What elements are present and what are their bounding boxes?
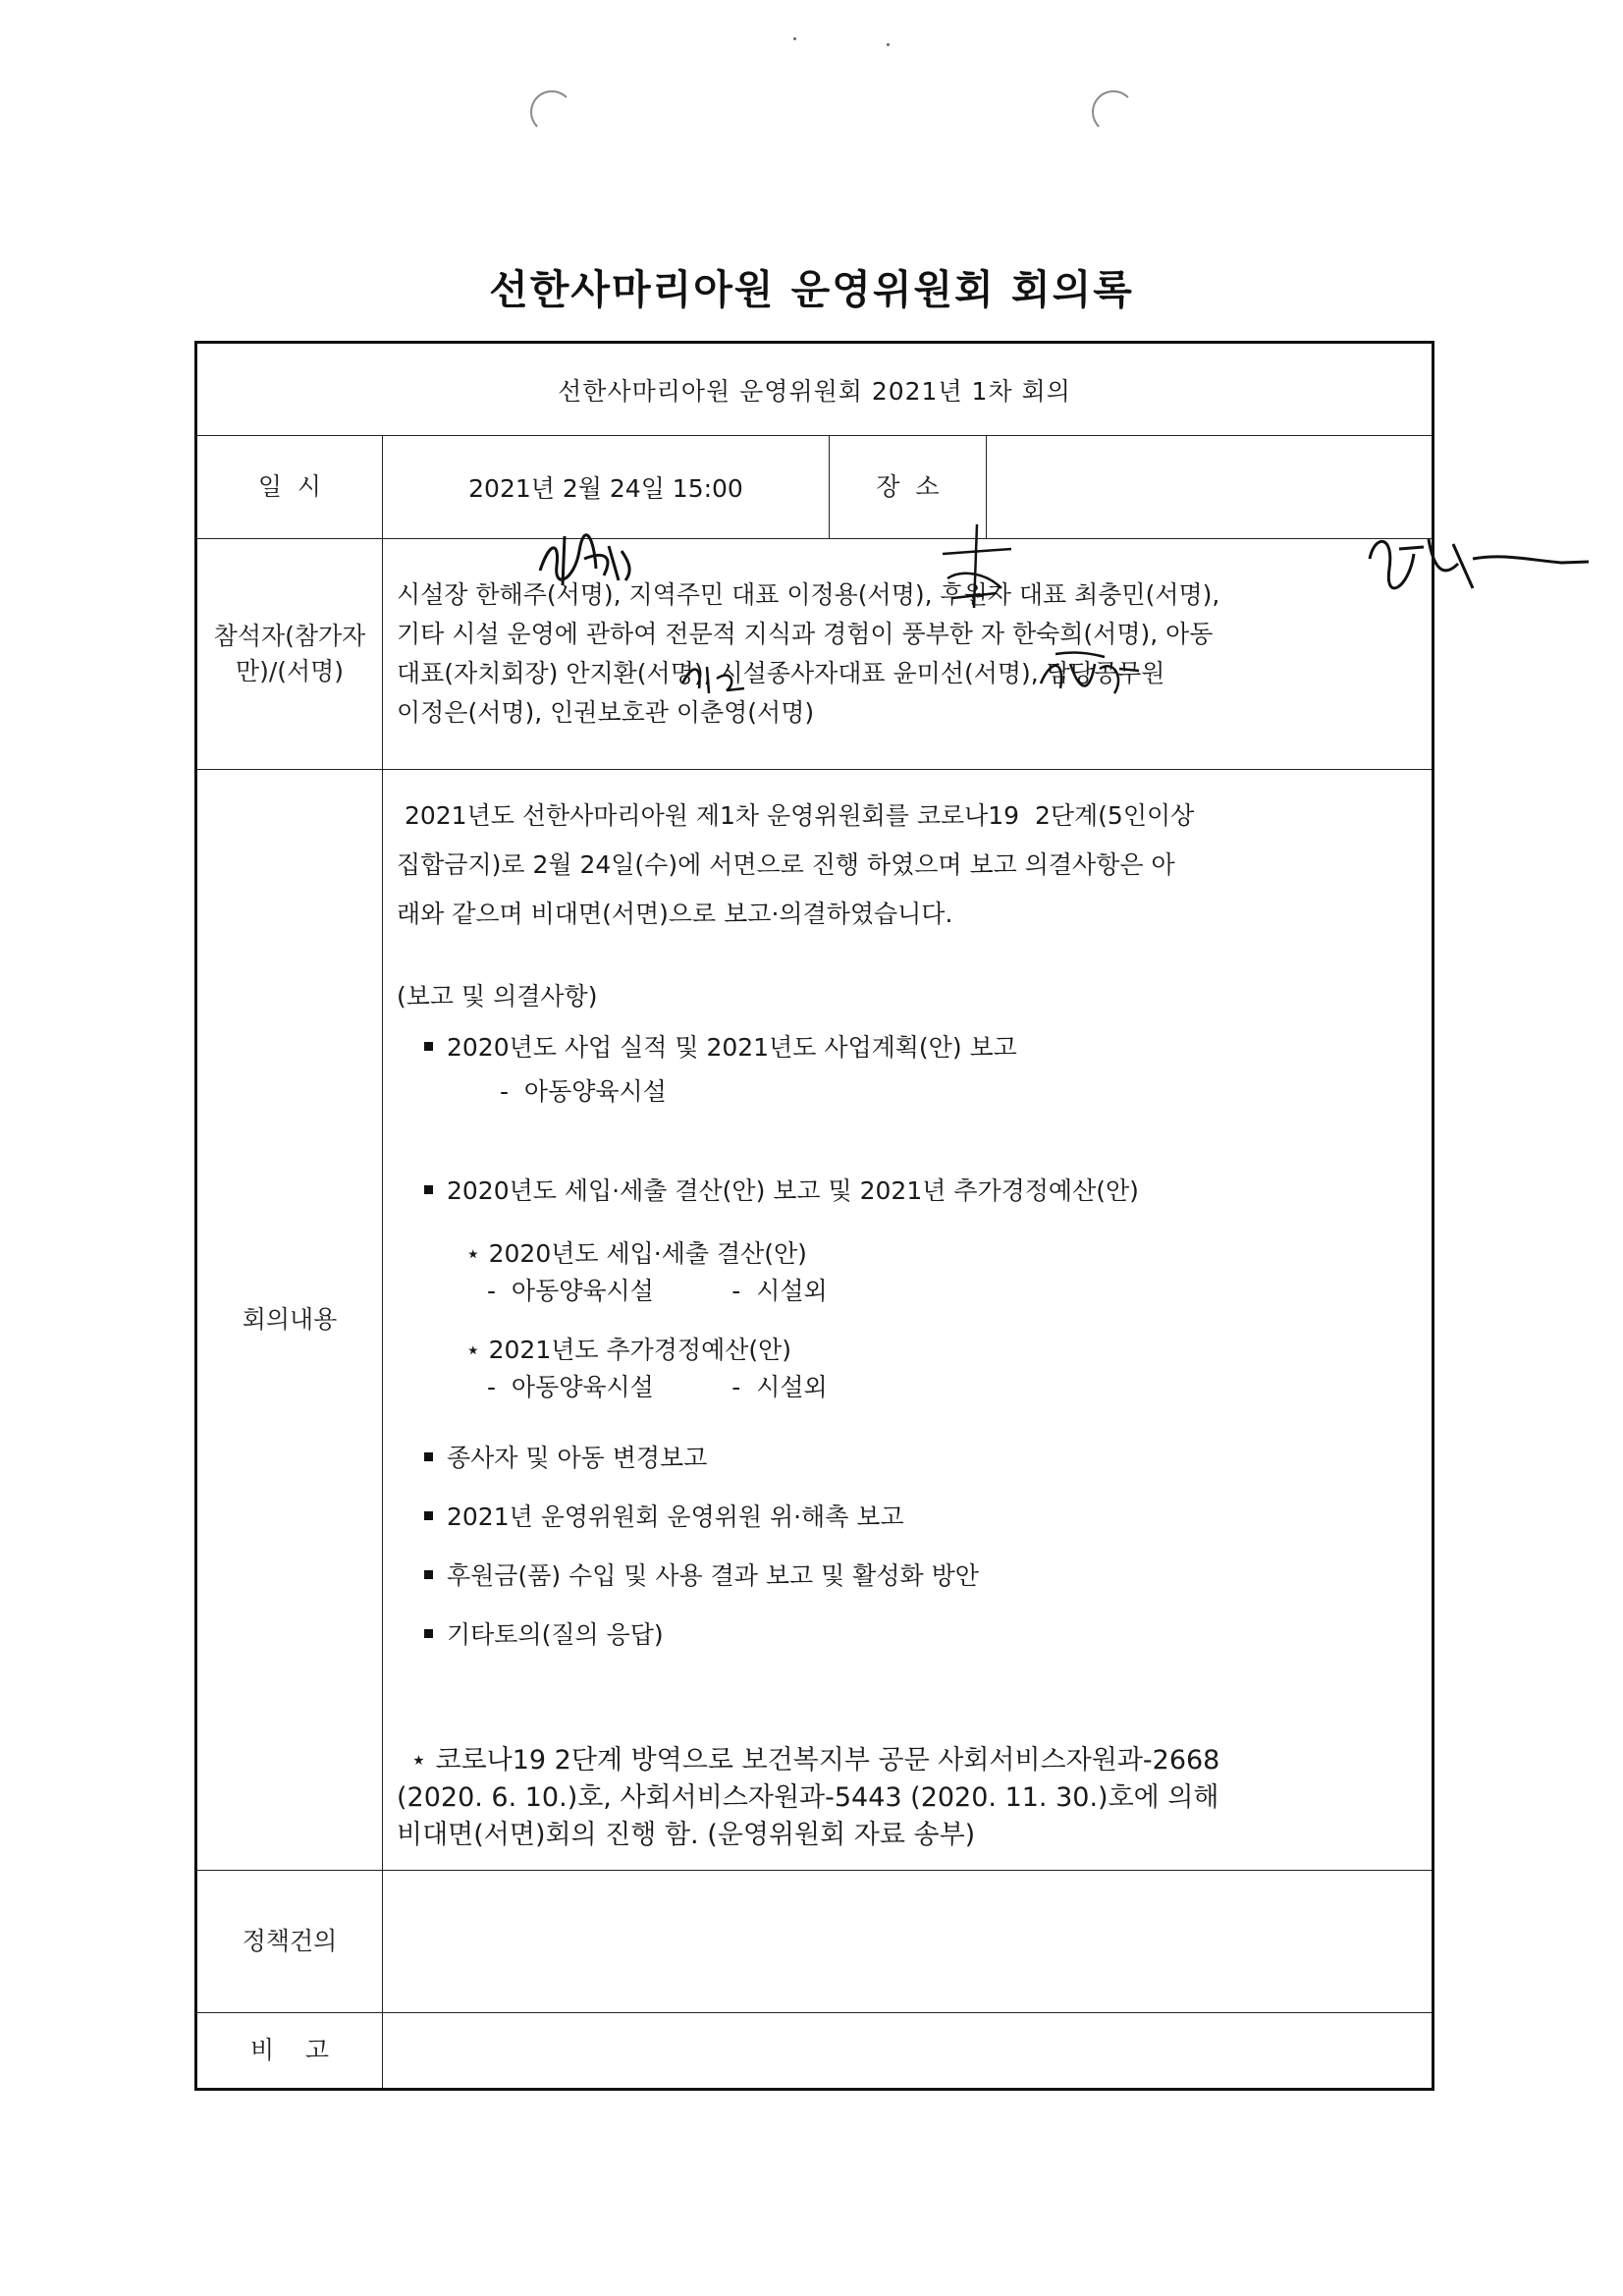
list-item [397,1436,1420,1481]
attendees-line: 기타 시설 운영에 관하여 전문적 지식과 경험이 풍부한 자 한숙희(서명), 아동 [397,620,1214,648]
punch-hole-right [1092,90,1135,134]
section-title: (보고 및 의결사항) [397,982,598,1011]
item-text: 종사자 및 아동 변경보고 [447,1444,708,1472]
policy-row [196,1871,1434,2013]
date-label: 일 시 [196,436,383,539]
content-row [196,770,1434,1871]
list-item [397,1554,1420,1599]
attendees-row [196,539,1434,770]
intro-line: 래와 같으며 비대면(서면)으로 보고·의결하였습니다. [397,900,953,928]
place-label: 장 소 [830,436,987,539]
sub-item-line: - 아동양육시설 - 시설외 [487,1277,828,1305]
list-item [397,1495,1420,1540]
item-text: 2020년도 세입·세출 결산(안) 보고 및 2021년 추가경정예산(안) [447,1176,1139,1205]
item-text: 2021년 운영위원회 운영위원 위·해촉 보고 [447,1503,904,1531]
note-block [397,1742,1420,1854]
attendees-line: 대표(자치회장) 안지환(서명), 시설종사자대표 윤미선(서명), 담당공무원 [397,659,1165,687]
header-row [196,343,1434,436]
scan-speck [887,43,890,46]
item-text: 기타토의(질의 응답) [447,1620,664,1649]
note-line: 비대면(서면)회의 진행 함. (운영위원회 자료 송부) [397,1820,976,1850]
meeting-header: 선한사마리아원 운영위원회 2021년 1차 회의 [196,343,1434,436]
policy-label: 정책건의 [196,1871,383,2013]
attendees-line: 시설장 한해주(서명), 지역주민 대표 이정용(서명), 후원자 대표 최충민(서명), [397,580,1220,609]
bullet-square-icon [424,1042,433,1051]
attendees-line: 이정은(서명), 인권보호관 이춘영(서명) [397,698,815,727]
sub-item-line: - 아동양육시설 - 시설외 [487,1373,828,1401]
list-item [397,1613,1420,1658]
intro-line: 집합금지)로 2월 24일(수)에 서면으로 진행 하였으며 보고 의결사항은 아 [397,850,1175,879]
note-line: ⋆ 코로나19 2단계 방역으로 보건복지부 공문 사회서비스자원과-2668 [410,1745,1220,1776]
list-item [397,1169,1420,1214]
remarks-label: 비 고 [196,2013,383,2090]
attendees-label-text: 참석자(참가자만)/(서명) [213,621,366,685]
punch-hole-left [530,90,573,134]
date-value: 2021년 2월 24일 15:00 [383,436,830,539]
list-item [397,1025,1420,1070]
intro-line: 2021년도 선한사마리아원 제1차 운영위원회를 코로나19 2단계(5인이상 [397,801,1195,830]
attendees-label [196,539,383,770]
bullet-square-icon [424,1452,433,1461]
sub-item-group [397,1332,1420,1406]
remarks-row [196,2013,1434,2090]
document-title: 선한사마리아원 운영위원회 회의록 [489,266,1134,313]
remarks-value [383,2013,1434,2090]
date-row [196,436,1434,539]
content-label: 회의내용 [196,770,383,1871]
minutes-table [194,341,1434,2091]
content-cell [383,770,1434,1871]
item-text: 2020년도 사업 실적 및 2021년도 사업계획(안) 보고 [447,1033,1017,1062]
note-line: (2020. 6. 10.)호, 사회서비스자원과-5443 (2020. 11. 30.)호에 의해 [397,1782,1219,1813]
attendees-cell [383,539,1434,770]
bullet-square-icon [424,1629,433,1638]
item-text: 후원금(품) 수입 및 사용 결과 보고 및 활성화 방안 [447,1561,979,1590]
bullet-square-icon [424,1570,433,1579]
bullet-square-icon [424,1511,433,1520]
scan-speck [793,37,796,40]
sub-item-title: ⋆ 2020년도 세입·세출 결산(안) [465,1239,807,1268]
sub-item-group [397,1235,1420,1310]
sub-item: - 아동양육시설 [500,1077,667,1106]
policy-value [383,1871,1434,2013]
place-value [987,436,1434,539]
sub-item-title: ⋆ 2021년도 추가경정예산(안) [465,1336,792,1364]
bullet-square-icon [424,1185,433,1194]
